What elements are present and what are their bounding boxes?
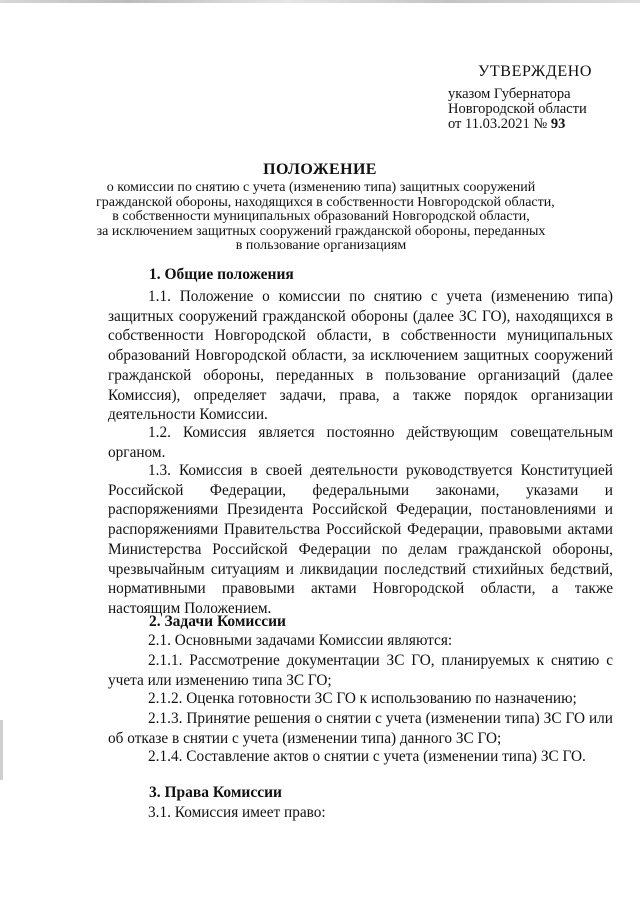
subtitle-line: гражданской обороны, находящихся в собственности Новгородской области, xyxy=(96,194,555,210)
approval-line-2: Новгородской области xyxy=(448,101,587,117)
approval-date: от 11.03.2021 № xyxy=(448,116,548,132)
scan-top-edge xyxy=(0,0,640,3)
approval-line-3 xyxy=(448,117,628,132)
subtitle-line: о комиссии по снятию с учета (изменению типа) защитных сооружений xyxy=(106,180,536,195)
paragraph-2-1-3: 2.1.3. Принятие решения о снятии с учета (изменении типа) ЗС ГО или об отказе в снятии с учета (изменении типа) данного ЗС ГО; xyxy=(108,710,613,747)
document-subtitle xyxy=(96,180,555,254)
approval-stamp xyxy=(448,64,628,132)
paragraph-1-1: 1.1. Положение о комиссии по снятию с учета (изменению типа) защитных сооружений гражданской обороны (далее ЗС ГО), находящихся в собственности Новгородской области, в собственности муниципальных образований Новгородской области, за исключением защитных сооружений гражданской обороны, переданных в пользование организаций (далее Комиссия), определяет задачи, права, а также порядок организации деятельности Комиссии. xyxy=(108,288,613,424)
section-2-heading: 2. Задачи Комиссии xyxy=(149,613,286,630)
approval-number: 93 xyxy=(550,116,566,132)
subtitle-line: в пользование организациям xyxy=(235,238,407,254)
paragraph-2-1-1: 2.1.1. Рассмотрение документации ЗС ГО, планируемых к снятию с учета или изменению типа ЗС ГО; xyxy=(108,652,613,689)
approved-label: УТВЕРЖДЕНО xyxy=(478,63,593,80)
paragraph-2-1-2: 2.1.2. Оценка готовности ЗС ГО к использованию по назначению; xyxy=(148,690,577,707)
approval-line-1: указом Губернатора xyxy=(448,86,571,102)
subtitle-line: за исключением защитных сооружений гражданской обороны, переданных xyxy=(96,223,546,239)
paragraph-2-1-4: 2.1.4. Составление актов о снятии с учета (изменении типа) ЗС ГО. xyxy=(148,748,586,765)
scan-left-edge xyxy=(0,720,3,780)
document-title: ПОЛОЖЕНИЕ xyxy=(263,161,377,178)
paragraph-2-1: 2.1. Основными задачами Комиссии являются: xyxy=(148,632,453,649)
section-3-heading: 3. Права Комиссии xyxy=(149,784,282,801)
paragraph-1-3: 1.3. Комиссия в своей деятельности руководствуется Конституцией Российской Федерации, федеральными законами, указами и распоряжениями Президента Российской Федерации, постановлениями и распоряжениями Правительства Российской Федерации, правовыми актами Министерства Российской Федерации по делам гражданской обороны, чрезвычайным ситуациям и ликвидации последствий стихийных бедствий, нормативными правовыми актами Новгородской области, а также настоящим Положением. xyxy=(108,462,613,617)
subtitle-line: в собственности муниципальных образований Новгородской области, xyxy=(112,209,530,225)
paragraph-3-1: 3.1. Комиссия имеет право: xyxy=(148,804,326,821)
paragraph-1-2: 1.2. Комиссия является постоянно действующим совещательным органом. xyxy=(108,424,613,461)
section-1-heading: 1. Общие положения xyxy=(149,266,294,283)
